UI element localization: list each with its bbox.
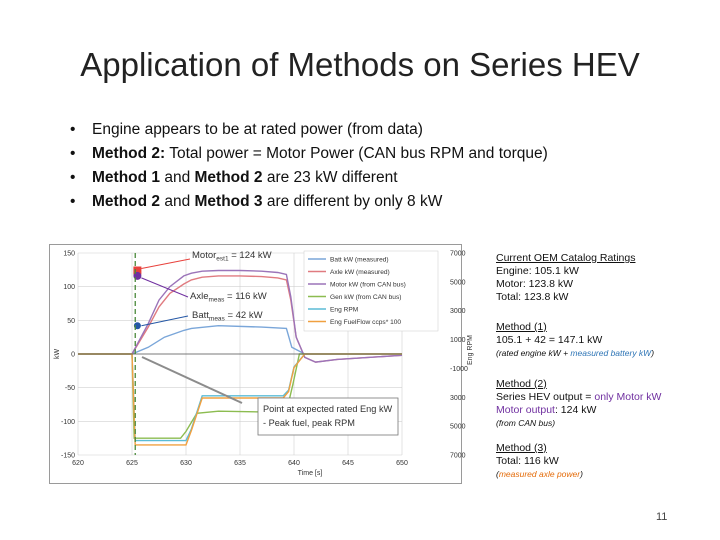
motor-label-sub: est1 xyxy=(216,255,229,263)
y-tick-label: -100 xyxy=(60,418,75,426)
method-2-line1-b: only Motor kW xyxy=(594,391,662,403)
method-1-heading: Method (1) xyxy=(496,321,547,333)
bullet-list xyxy=(70,118,548,214)
method-1-note-b: measured battery kW xyxy=(570,348,652,358)
y2-tick-label: 5000 xyxy=(450,423,466,431)
chart-legend xyxy=(304,251,438,331)
method-2-line2 xyxy=(496,404,661,417)
x-tick-label: 640 xyxy=(288,460,300,467)
y2-tick-label: 7000 xyxy=(450,250,466,258)
y2-tick-label: 3000 xyxy=(450,308,466,316)
method-1-calc: 105.1 + 42 = 147.1 kW xyxy=(496,334,603,346)
method-2-note: (from CAN bus) xyxy=(496,418,556,428)
bullet-text: and xyxy=(160,169,195,186)
motor-label-value: = 124 kW xyxy=(228,250,272,261)
x-tick-label: 630 xyxy=(180,460,192,467)
motor-label xyxy=(192,250,272,263)
callout-line-1: Point at expected rated Eng kW xyxy=(263,404,393,414)
catalog-motor: Motor: 123.8 kW xyxy=(496,278,574,290)
method-1-note-c: ) xyxy=(651,348,655,358)
bullet-text: Total power = Motor Power (CAN bus RPM and torque) xyxy=(165,145,548,162)
y-tick-label: 50 xyxy=(67,317,75,325)
method-2-line2-a: Motor output xyxy=(496,404,555,416)
y2-tick-label: 1000 xyxy=(450,337,466,345)
y2-tick-label: 3000 xyxy=(450,394,466,402)
method-2-line2-b: : 124 kW xyxy=(554,404,597,416)
batt-pointer xyxy=(141,316,188,326)
y-tick-label: 150 xyxy=(63,250,75,258)
callout-pointer xyxy=(142,357,242,403)
legend-entry: Eng RPM xyxy=(330,306,359,314)
bullet-item xyxy=(70,118,548,142)
bullet-bold: Method 3 xyxy=(194,193,263,210)
y2-axis-label: Eng RPM xyxy=(467,335,474,365)
legend-entry: Axle kW (measured) xyxy=(330,269,390,276)
legend-entry: Gen kW (from CAN bus) xyxy=(330,294,402,301)
catalog-total: Total: 123.8 kW xyxy=(496,291,569,303)
legend-entry: Motor kW (from CAN bus) xyxy=(330,281,406,289)
catalog-ratings xyxy=(496,252,635,304)
x-tick-label: 620 xyxy=(72,460,84,467)
y-tick-label: -50 xyxy=(64,385,75,393)
axle-label-value: = 116 kW xyxy=(224,291,267,302)
motor-label-main: Motor xyxy=(192,250,217,261)
bullet-text: Engine appears to be at rated power (from data) xyxy=(92,121,423,138)
bullet-dot: • xyxy=(70,145,76,162)
x-tick-label: 645 xyxy=(342,460,354,467)
bullet-item xyxy=(70,142,548,166)
x-tick-label: 635 xyxy=(234,460,246,467)
bullet-bold: Method 2 xyxy=(92,193,161,210)
slide-title: Application of Methods on Series HEV xyxy=(80,46,640,83)
axle-label-sub: meas xyxy=(208,296,225,304)
catalog-engine: Engine: 105.1 kW xyxy=(496,265,579,277)
bullet-dot: • xyxy=(70,193,76,210)
method-1-note xyxy=(496,347,654,360)
batt-label-main: Batt xyxy=(192,310,209,321)
power-time-chart xyxy=(49,244,474,484)
y-tick-label: -150 xyxy=(60,452,75,460)
y2-tick-label: -1000 xyxy=(450,365,468,373)
bullet-text: are 23 kW different xyxy=(262,169,398,186)
method-3-total: Total: 116 kW xyxy=(496,455,559,467)
method-1-note-a: (rated engine kW + xyxy=(496,348,571,358)
method-3-note xyxy=(496,468,583,481)
motor-pointer xyxy=(141,259,190,269)
axle-label xyxy=(190,291,267,304)
legend-entry: Eng FuelFlow ccps* 100 xyxy=(330,319,402,326)
method-2-line1-a: Series HEV output = xyxy=(496,391,595,403)
chart-svg xyxy=(50,245,474,483)
bullet-dot: • xyxy=(70,121,76,138)
y2-tick-label: 5000 xyxy=(450,279,466,287)
y2-tick-label: 7000 xyxy=(450,452,466,460)
method-2-heading: Method (2) xyxy=(496,378,547,390)
method-3-note-b: measured axle power xyxy=(498,469,581,479)
batt-label-sub: meas xyxy=(208,315,225,323)
x-tick-label: 625 xyxy=(126,460,138,467)
method-2-block xyxy=(496,378,661,430)
page-number: 11 xyxy=(656,511,668,523)
y-axis-label: kW xyxy=(54,348,61,360)
bullet-bold: Method 1 xyxy=(92,169,161,186)
y-tick-label: 0 xyxy=(71,351,75,359)
batt-label-value: = 42 kW xyxy=(224,310,263,321)
bullet-item xyxy=(70,166,548,190)
callout-line-2: - Peak fuel, peak RPM xyxy=(263,418,355,428)
axle-label-main: Axle xyxy=(190,291,209,302)
method-3-heading: Method (3) xyxy=(496,442,547,454)
bullet-item xyxy=(70,190,548,214)
catalog-heading: Current OEM Catalog Ratings xyxy=(496,252,636,264)
method-3-note-a: ( xyxy=(496,469,499,479)
method-3-note-c: ) xyxy=(580,469,583,479)
bullet-text: and xyxy=(160,193,195,210)
batt-label xyxy=(192,310,263,323)
x-tick-label: 650 xyxy=(396,460,408,467)
bullet-bold: Method 2: xyxy=(92,145,166,162)
legend-entry: Batt kW (measured) xyxy=(330,256,389,264)
method-2-line1 xyxy=(496,391,661,404)
y-tick-label: 100 xyxy=(63,284,75,292)
method-3-block xyxy=(496,442,583,481)
bullet-dot: • xyxy=(70,169,76,186)
bullet-text: are different by only 8 kW xyxy=(262,193,443,210)
x-axis-label: Time [s] xyxy=(297,470,323,477)
method-1-block xyxy=(496,321,654,360)
bullet-bold: Method 2 xyxy=(194,169,263,186)
